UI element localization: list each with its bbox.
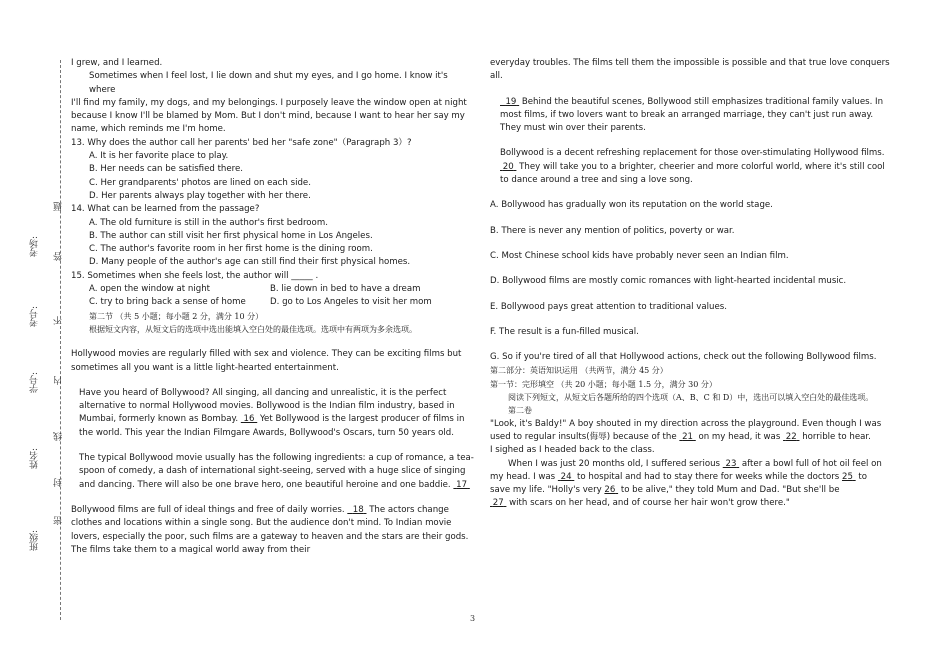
blank-19: 19: [505, 96, 517, 107]
choice-c: C. Most Chinese school kids have probably never seen an Indian film.: [490, 250, 789, 261]
option-13d: D. Her parents always play together with her there.: [89, 190, 311, 201]
bollywood-paragraph-6: Bollywood is a decent refreshing replacement for those over-stimulating Hollywood films. 20 They will take you to a brighter, cheerier and more colorful world, where it's still cool to dance around a tree and sing a love song.: [500, 148, 885, 186]
page-number: 3: [470, 614, 476, 623]
margin-char: 内: [54, 376, 64, 385]
choice-f: F. The result is a fun-filled musical.: [490, 326, 639, 337]
blank-22: 22: [785, 431, 797, 442]
cloze-line: save my life. "Holly's very 26 to be alive," they told Mum and Dad. "But she'll be: [490, 485, 840, 496]
part2-title: 第二部分：英语知识运用 （共两节，满分 45 分）: [490, 366, 668, 376]
blank-25: 25: [841, 471, 853, 482]
blank-21: 21: [682, 431, 694, 442]
option-13c: C. Her grandparents' photos are lined on each side.: [89, 177, 311, 188]
passage-line: Sometimes when I feel lost, I lie down and shut my eyes, and I go home. I know it's where: [89, 71, 448, 95]
choice-b: B. There is never any mention of politics, poverty or war.: [490, 225, 735, 236]
margin-label-class: 班级:: [30, 530, 40, 552]
cloze-line: 27 with scars on her head, and of course her hair won't grow there.": [490, 497, 893, 510]
passage-line: because I know I'll be blamed by Mom. But I don't mind, because I want to hear her say my name, which reminds me I'm home.: [71, 111, 465, 135]
margin-label-exam-room: 考场:: [30, 236, 40, 258]
cloze-line: used to regular insults(侮辱) because of the 21 on my head, it was 22 horrible to hear.: [490, 431, 871, 442]
bollywood-paragraph-2: Have you heard of Bollywood? All singing, all dancing and unrealistic, it is the perfect alternative to normal Hollywood movies. Bollywood is the Indian film industry, based in Mumbai, formerly known as Bombay. 16 Yet Bollywood is the largest producer of films in the world. This year the Indian Filmgare Awards, Bollywood's Oscars, turn 50 years old.: [79, 387, 465, 438]
option-15c: C. try to bring back a sense of home: [89, 297, 246, 308]
option-14c: C. The author's favorite room in her first home is the dining room.: [89, 244, 373, 255]
question-13: 13. Why does the author call her parents' bed her "safe zone"（Paragraph 3）?: [71, 137, 412, 148]
passage-line: I'll find my family, my dogs, and my belongings. I purposely leave the window open at night: [71, 97, 467, 108]
bollywood-paragraph-4: Bollywood films are full of ideal things and free of daily worries. 18 The actors change clothes and locations within a single song. But the audience don't mind. To Indian movie lovers, especially the poor, such films are a gateway to heaven and the stars are their gods. The films take them to a magical world away from their: [71, 504, 469, 555]
option-15d: D. go to Los Angeles to visit her mom: [270, 297, 432, 308]
option-14d: D. Many people of the author's age can still find their first physical homes.: [89, 257, 411, 268]
choice-a: A. Bollywood has gradually won its reputation on the world stage.: [490, 200, 773, 211]
cloze-line: I sighed as I headed back to the class.: [490, 445, 655, 456]
blank-24: 24: [560, 471, 572, 482]
question-14: 14. What can be learned from the passage?: [71, 204, 260, 215]
options-15-row1: [71, 283, 476, 296]
blank-16: 16: [243, 414, 255, 425]
options-15-row2: [71, 296, 476, 309]
bollywood-paragraph-3: The typical Bollywood movie usually has the following ingredients: a cup of romance, a tea-spoon of comedy, a dash of international sight-seeing, served with a huge slice of singing and dancing. There will also be one brave hero, one beautiful heroine and one baddie. 17: [79, 453, 474, 490]
option-14b: B. The author can still visit her first physical home in Los Angeles.: [89, 230, 373, 241]
cloze-line: When I was just 20 months old, I suffered serious 23 after a bowl full of hot oil feel on: [508, 458, 882, 469]
option-14a: A. The old furniture is still in the author's first bedroom.: [89, 217, 328, 228]
left-column: [71, 57, 476, 557]
binding-dashed-line: [60, 60, 61, 620]
margin-label-exam-number: 考号:: [30, 306, 40, 328]
section1-instructions: 阅读下列短文，从短文后各题所给的四个选项（A、B、C 和 D）中，选出可以填入空白处的最佳选项。: [508, 393, 874, 403]
choice-e: E. Bollywood pays great attention to traditional values.: [490, 301, 727, 312]
volume-2-title: 第二卷: [508, 406, 532, 416]
section1-title: 第一节：完形填空 （共 20 小题；每小题 1.5 分，满分 30 分）: [490, 379, 717, 389]
option-13a: A. It is her favorite place to play.: [89, 151, 229, 162]
margin-char: 封: [54, 478, 64, 487]
option-15a: A. open the window at night: [89, 284, 211, 295]
margin-char: 题: [54, 202, 64, 211]
right-column: [490, 57, 893, 511]
margin-label-student-number: 学号:: [30, 372, 40, 394]
bollywood-paragraph-4-cont: everyday troubles. The films tell them the impossible is possible and that true love conquers all.: [490, 58, 890, 82]
cloze-line: "Look, it's Baldy!" A boy shouted in my direction across the playground. Even though I was: [490, 418, 882, 429]
section2-title: 第二节 （共 5 小题；每小题 2 分，满分 10 分）: [89, 311, 264, 321]
question-15: 15. Sometimes when she feels lost, the author will _____ .: [71, 270, 319, 281]
margin-char: 密: [54, 516, 64, 525]
margin-label-name: 姓名:: [30, 448, 40, 470]
section2-instructions: 根据短文内容，从短文后的选项中选出能填入空白处的最佳选项。选项中有两项为多余选项。: [89, 324, 417, 334]
blank-18: 18: [352, 504, 364, 515]
passage-line: I grew, and I learned.: [71, 58, 163, 68]
cloze-line: my head. I was 24 to hospital and had to stay there for weeks while the doctors 25 to: [490, 471, 868, 482]
blank-17: 17: [456, 479, 468, 490]
blank-26: 26: [604, 485, 616, 496]
bollywood-paragraph-5: 19 Behind the beautiful scenes, Bollywood still emphasizes traditional family values. In most films, if two lovers want to break an arranged marriage, they can't just run away. They must win over their parents.: [500, 96, 884, 134]
blank-20: 20: [502, 161, 514, 172]
blank-27: 27: [492, 498, 504, 509]
margin-char: 不: [54, 316, 64, 325]
bollywood-paragraph-1: Hollywood movies are regularly filled with sex and violence. They can be exciting films but sometimes all you want is a little light-hearted entertainment.: [71, 349, 462, 373]
choice-d: D. Bollywood films are mostly comic romances with light-hearted incidental music.: [490, 276, 847, 287]
margin-char: 线: [54, 432, 64, 441]
margin-char: 答: [54, 252, 64, 261]
blank-23: 23: [725, 458, 737, 469]
option-13b: B. Her needs can be satisfied there.: [89, 164, 244, 175]
option-15b: B. lie down in bed to have a dream: [270, 284, 421, 295]
choice-g: G. So if you're tired of all that Hollywood actions, check out the following Bollywood films.: [490, 352, 877, 363]
